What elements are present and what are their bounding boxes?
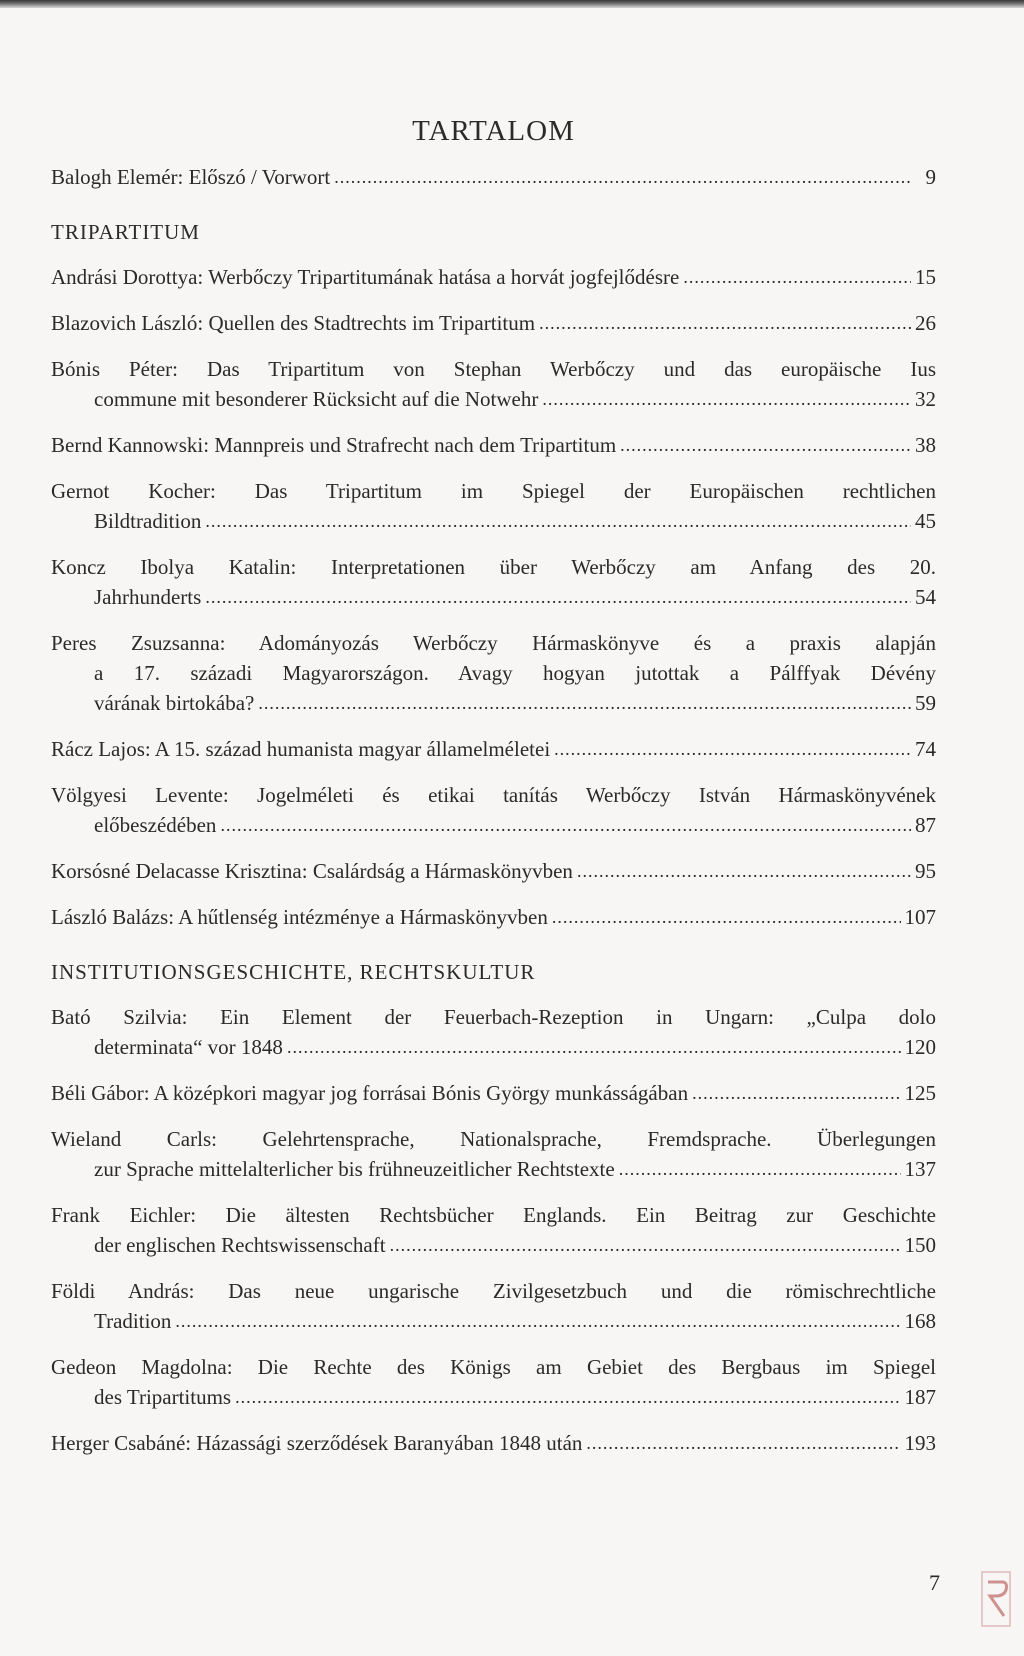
leader-dots bbox=[539, 307, 911, 338]
leader-dots bbox=[258, 687, 911, 718]
toc-entry-intro[interactable] bbox=[51, 162, 936, 193]
entry-text-line: Gernot Kocher: Das Tripartitum im Spiegel der Europäischen rechtlichen bbox=[51, 479, 936, 503]
entry-text-line: des Tripartitums bbox=[94, 1385, 232, 1409]
toc-entry[interactable] bbox=[51, 1078, 936, 1109]
leader-dots bbox=[205, 505, 911, 536]
page-title: TARTALOM bbox=[412, 115, 575, 147]
toc-entry[interactable] bbox=[51, 1276, 936, 1337]
entry-text-line: der englischen Rechtswissenschaft bbox=[94, 1233, 386, 1257]
toc-entry[interactable] bbox=[51, 1002, 936, 1063]
leader-dots bbox=[554, 733, 911, 764]
entry-page-number: 74 bbox=[915, 737, 936, 761]
entry-text-line: Gedeon Magdolna: Die Rechte des Königs am Gebiet des Bergbaus im Spiegel bbox=[51, 1355, 936, 1379]
entry-page-number: 168 bbox=[904, 1309, 936, 1333]
entry-page-number: 9 bbox=[925, 165, 936, 189]
entry-text-line: Peres Zsuzsanna: Adományozás Werbőczy Hármaskönyve és a praxis alapján bbox=[51, 631, 936, 655]
section-heading: INSTITUTIONSGESCHICHTE, RECHTSKULTUR bbox=[51, 960, 536, 984]
entry-text-line: László Balázs: A hűtlenség intézménye a Hármaskönyvben bbox=[51, 905, 548, 929]
entry-text-line: Frank Eichler: Die ältesten Rechtsbücher Englands. Ein Beitrag zur Geschichte bbox=[51, 1203, 936, 1227]
entry-page-number: 125 bbox=[904, 1081, 936, 1105]
leader-dots bbox=[334, 161, 912, 192]
entry-page-number: 26 bbox=[915, 311, 936, 335]
entry-page-number: 54 bbox=[915, 585, 936, 609]
leader-dots bbox=[577, 855, 911, 886]
leader-dots bbox=[552, 901, 901, 932]
toc-entry[interactable] bbox=[51, 308, 936, 339]
entry-page-number: 137 bbox=[904, 1157, 936, 1181]
entry-text-line: Földi András: Das neue ungarische Zivilgesetzbuch und die römischrechtliche bbox=[51, 1279, 936, 1303]
toc-entry[interactable] bbox=[51, 476, 936, 537]
entry-text-line: Herger Csabáné: Házassági szerződések Baranyában 1848 után bbox=[51, 1431, 583, 1455]
leader-dots bbox=[390, 1229, 901, 1260]
toc-entry[interactable] bbox=[51, 1428, 936, 1459]
entry-text-line: Korsósné Delacasse Krisztina: Csalárdság a Hármaskönyvben bbox=[51, 859, 573, 883]
toc-entry[interactable] bbox=[51, 262, 936, 293]
entry-page-number: 15 bbox=[915, 265, 936, 289]
entry-page-number: 45 bbox=[915, 509, 936, 533]
leader-dots bbox=[175, 1305, 900, 1336]
entry-text-line: előbeszédében bbox=[94, 813, 217, 837]
entry-text-line: commune mit besonderer Rücksicht auf die Notwehr bbox=[94, 387, 539, 411]
toc-entry[interactable] bbox=[51, 552, 936, 613]
toc-page bbox=[51, 100, 936, 1474]
page-folio-number: 7 bbox=[929, 1570, 940, 1595]
library-stamp-icon bbox=[976, 1568, 1016, 1630]
entry-text-line: Bónis Péter: Das Tripartitum von Stephan Werbőczy und das europäische Ius bbox=[51, 357, 936, 381]
leader-dots bbox=[205, 581, 911, 612]
entry-text-line: Wieland Carls: Gelehrtensprache, Nationalsprache, Fremdsprache. Überlegungen bbox=[51, 1127, 936, 1151]
entry-text-line: Jahrhunderts bbox=[94, 585, 202, 609]
toc-entry[interactable] bbox=[51, 1124, 936, 1185]
toc-entry[interactable] bbox=[51, 1352, 936, 1413]
entry-text-line: Blazovich László: Quellen des Stadtrechts im Tripartitum bbox=[51, 311, 536, 335]
toc-entry[interactable] bbox=[51, 856, 936, 887]
toc-entry[interactable] bbox=[51, 780, 936, 841]
entry-page-number: 32 bbox=[915, 387, 936, 411]
leader-dots bbox=[287, 1031, 901, 1062]
toc-sections bbox=[51, 217, 936, 1459]
entry-text-line: Koncz Ibolya Katalin: Interpretationen über Werbőczy am Anfang des 20. bbox=[51, 555, 936, 579]
entry-text-line: zur Sprache mittelalterlicher bis frühneuzeitlicher Rechtstexte bbox=[94, 1157, 615, 1181]
leader-dots bbox=[220, 809, 911, 840]
entry-text: Balogh Elemér: Előszó / Vorwort bbox=[51, 165, 331, 189]
entry-page-number: 87 bbox=[915, 813, 936, 837]
entry-page-number: 187 bbox=[904, 1385, 936, 1409]
entry-text-line: Tradition bbox=[94, 1309, 172, 1333]
section-heading: TRIPARTITUM bbox=[51, 220, 200, 244]
leader-dots bbox=[542, 383, 911, 414]
toc-entry[interactable] bbox=[51, 354, 936, 415]
leader-dots bbox=[586, 1427, 900, 1458]
toc-entry[interactable] bbox=[51, 628, 936, 719]
toc-entry[interactable] bbox=[51, 734, 936, 765]
entry-page-number: 38 bbox=[915, 433, 936, 457]
entry-text-line: Rácz Lajos: A 15. század humanista magyar államelméletei bbox=[51, 737, 551, 761]
entry-page-number: 193 bbox=[904, 1431, 936, 1455]
entry-text-line: Béli Gábor: A középkori magyar jog forrásai Bónis György munkásságában bbox=[51, 1081, 689, 1105]
toc-entry[interactable] bbox=[51, 430, 936, 461]
entry-text-line: Bernd Kannowski: Mannpreis und Strafrecht nach dem Tripartitum bbox=[51, 433, 617, 457]
leader-dots bbox=[620, 429, 911, 460]
entry-text-line: Andrási Dorottya: Werbőczy Tripartitumának hatása a horvát jogfejlődésre bbox=[51, 265, 680, 289]
entry-page-number: 150 bbox=[904, 1233, 936, 1257]
leader-dots bbox=[619, 1153, 901, 1184]
page-top-edge bbox=[0, 0, 1024, 8]
entry-page-number: 107 bbox=[904, 905, 936, 929]
entry-page-number: 59 bbox=[915, 691, 936, 715]
toc-entry[interactable] bbox=[51, 1200, 936, 1261]
toc-entry[interactable] bbox=[51, 902, 936, 933]
entry-text-line: Völgyesi Levente: Jogelméleti és etikai tanítás Werbőczy István Hármaskönyvének bbox=[51, 783, 936, 807]
entry-page-number: 95 bbox=[915, 859, 936, 883]
entry-text-line: determinata“ vor 1848 bbox=[94, 1035, 283, 1059]
entry-text-line: Bildtradition bbox=[94, 509, 202, 533]
leader-dots bbox=[692, 1077, 900, 1108]
leader-dots bbox=[683, 261, 911, 292]
entry-text-line: várának birtokába? bbox=[94, 691, 255, 715]
entry-text-line: a 17. századi Magyarországon. Avagy hogyan jutottak a Pálffyak Dévény bbox=[94, 661, 936, 685]
leader-dots bbox=[235, 1381, 900, 1412]
entry-page-number: 120 bbox=[904, 1035, 936, 1059]
entry-text-line: Bató Szilvia: Ein Element der Feuerbach-Rezeption in Ungarn: „Culpa dolo bbox=[51, 1005, 936, 1029]
